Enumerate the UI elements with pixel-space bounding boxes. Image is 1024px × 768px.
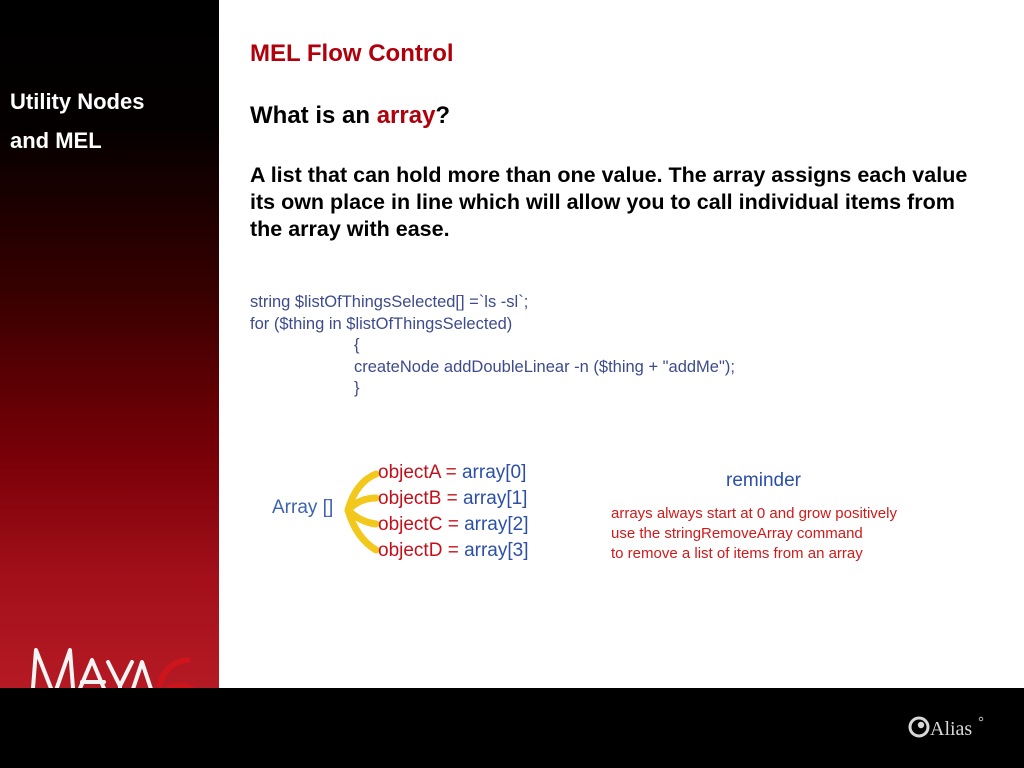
footer-bar	[0, 688, 1024, 768]
slide-title: MEL Flow Control	[250, 40, 454, 67]
question-prefix: What is an	[250, 102, 377, 129]
alias-logo-text: Alias	[930, 718, 973, 740]
array-item	[378, 462, 526, 484]
question-suffix: ?	[435, 102, 451, 129]
sidebar-title-line-2: and MEL	[10, 128, 102, 153]
question-heading	[250, 102, 450, 130]
reminder-line: use the stringRemoveArray command	[611, 525, 863, 542]
alias-logo	[908, 714, 988, 740]
code-line-2: for ($thing in $listOfThingsSelected)	[250, 314, 513, 333]
code-block	[250, 292, 950, 400]
code-line-3: {	[354, 336, 360, 354]
object-name: objectD =	[378, 540, 465, 561]
sidebar-title	[10, 82, 210, 160]
object-name: objectB =	[378, 488, 464, 509]
code-line-5: }	[354, 379, 360, 397]
code-line-4: createNode addDoubleLinear -n ($thing + "addMe");	[354, 357, 735, 376]
sidebar-title-line-1: Utility Nodes	[10, 89, 145, 114]
sidebar	[0, 0, 219, 688]
reminder-line: to remove a list of items from an array	[611, 545, 863, 562]
array-item	[378, 488, 527, 510]
array-index: array[0]	[461, 462, 527, 483]
array-label: Array []	[272, 497, 334, 518]
reminder-title: reminder	[726, 470, 801, 491]
reminder-line: arrays always start at 0 and grow positively	[611, 505, 897, 522]
array-index: array[1]	[463, 488, 528, 509]
code-line-1: string $listOfThingsSelected[] =`ls -sl`;	[250, 293, 529, 311]
object-name: objectC =	[378, 514, 465, 535]
question-accent: array	[376, 102, 436, 129]
array-item	[378, 540, 529, 562]
object-name: objectA =	[378, 462, 462, 483]
array-index: array[2]	[464, 514, 529, 535]
array-index: array[3]	[464, 540, 529, 561]
array-item	[378, 514, 529, 536]
array-diagram	[260, 450, 980, 580]
definition-text: A list that can hold more than one value. The array assigns each value its own place in line which will allow you to call individual items from the array with ease.	[250, 163, 968, 241]
